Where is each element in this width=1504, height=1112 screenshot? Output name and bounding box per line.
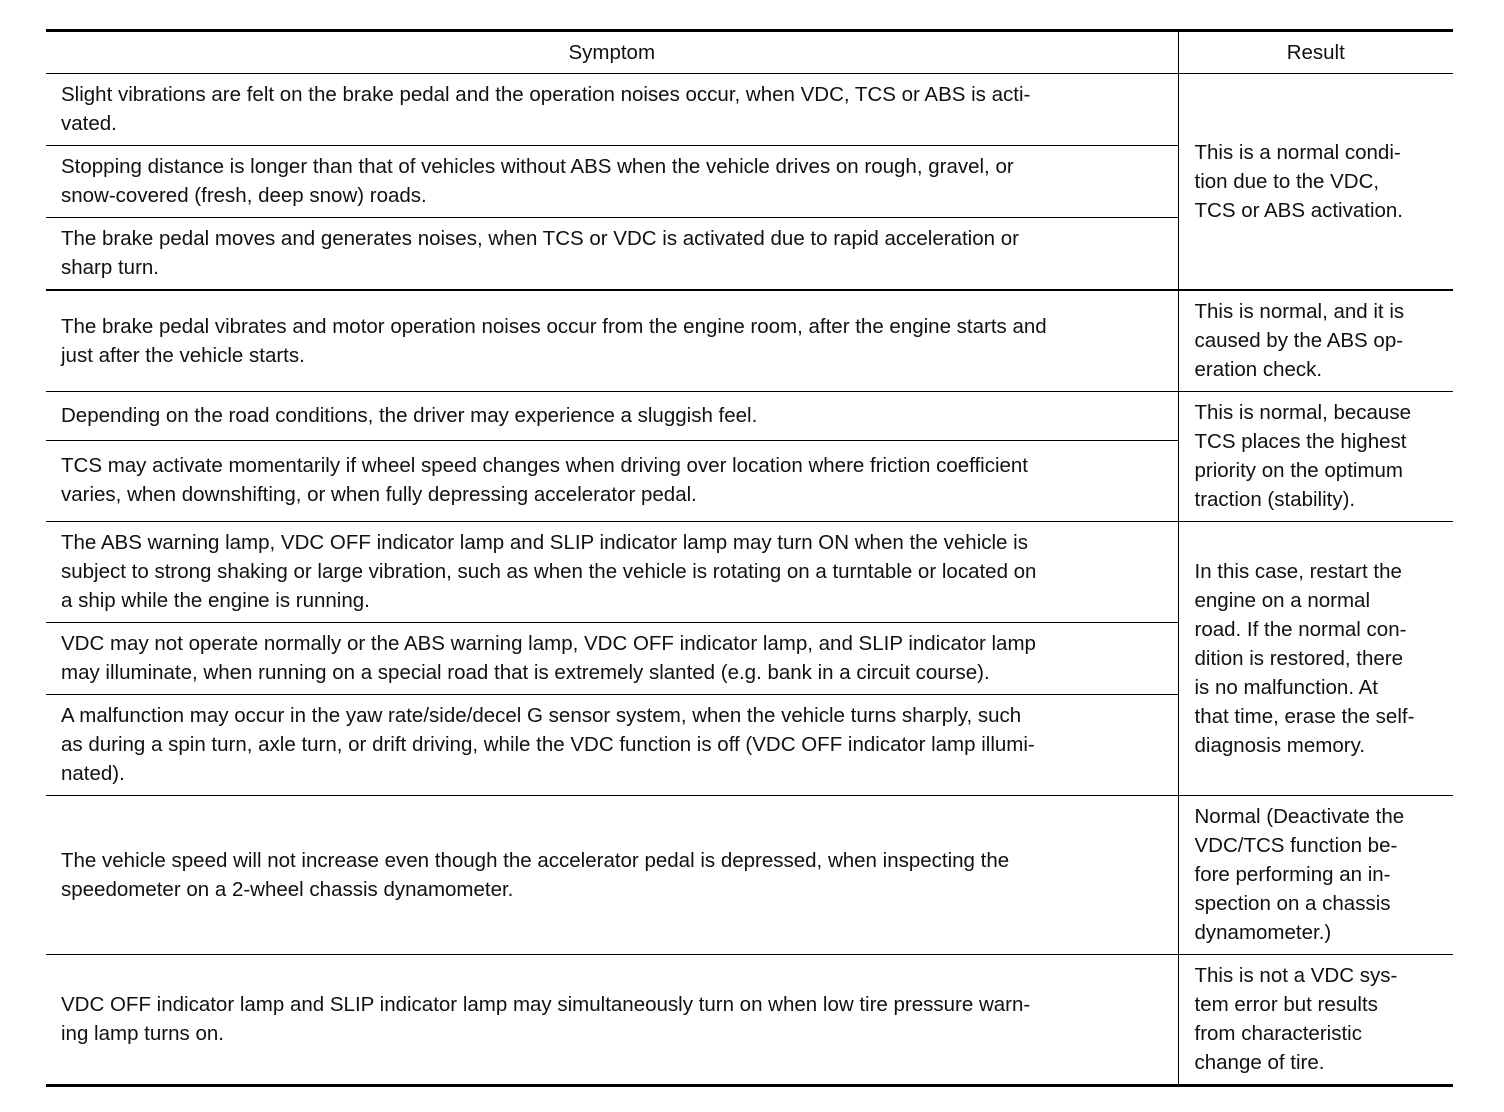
- result-cell: This is normal, and it is caused by the ABS op- eration check.: [1178, 290, 1453, 392]
- result-cell: In this case, restart the engine on a normal road. If the normal con- dition is restored, there is no malfunction. At that time, erase the self- diagnosis memory.: [1178, 522, 1453, 796]
- symptom-cell: TCS may activate momentarily if wheel speed changes when driving over location where friction coefficient varies, when downshifting, or when fully depressing accelerator pedal.: [46, 440, 1178, 521]
- symptom-cell: VDC OFF indicator lamp and SLIP indicator lamp may simultaneously turn on when low tire pressure warn- ing lamp turns on.: [46, 955, 1178, 1086]
- symptom-cell: The vehicle speed will not increase even though the accelerator pedal is depressed, when inspecting the speedometer on a 2-wheel chassis dynamometer.: [46, 796, 1178, 955]
- result-cell: This is a normal condi- tion due to the VDC, TCS or ABS activation.: [1178, 74, 1453, 291]
- symptom-cell: Slight vibrations are felt on the brake pedal and the operation noises occur, when VDC, TCS or ABS is acti- vated.: [46, 74, 1178, 146]
- table-row: [46, 74, 1453, 146]
- table-row: [46, 290, 1453, 392]
- symptom-cell: The ABS warning lamp, VDC OFF indicator lamp and SLIP indicator lamp may turn ON when the vehicle is subject to strong shaking or large vibration, such as when the vehicle is rotating on a turntable or located on a ship while the engine is running.: [46, 522, 1178, 623]
- symptom-cell: Depending on the road conditions, the driver may experience a sluggish feel.: [46, 392, 1178, 441]
- result-cell: Normal (Deactivate the VDC/TCS function be- fore performing an in- spection on a chassis dynamometer.): [1178, 796, 1453, 955]
- table-row: [46, 955, 1453, 1086]
- symptom-result-table: [46, 29, 1453, 1087]
- symptom-cell: VDC may not operate normally or the ABS warning lamp, VDC OFF indicator lamp, and SLIP indicator lamp may illuminate, when running on a special road that is extremely slanted (e.g. bank in a circuit course).: [46, 623, 1178, 695]
- symptom-cell: The brake pedal vibrates and motor operation noises occur from the engine room, after the engine starts and just after the vehicle starts.: [46, 290, 1178, 392]
- table-header-row: [46, 31, 1453, 74]
- symptom-cell: Stopping distance is longer than that of vehicles without ABS when the vehicle drives on rough, gravel, or snow-covered (fresh, deep snow) roads.: [46, 146, 1178, 218]
- symptom-cell: The brake pedal moves and generates noises, when TCS or VDC is activated due to rapid acceleration or sharp turn.: [46, 218, 1178, 291]
- result-cell: This is normal, because TCS places the highest priority on the optimum traction (stability).: [1178, 392, 1453, 522]
- symptom-column-header: Symptom: [46, 31, 1178, 74]
- table-row: [46, 522, 1453, 623]
- result-cell: This is not a VDC sys- tem error but results from characteristic change of tire.: [1178, 955, 1453, 1086]
- result-column-header: Result: [1178, 31, 1453, 74]
- table-row: [46, 392, 1453, 441]
- symptom-cell: A malfunction may occur in the yaw rate/side/decel G sensor system, when the vehicle turns sharply, such as during a spin turn, axle turn, or drift driving, while the VDC function is off (VDC OFF indicator lamp illumi- nated).: [46, 695, 1178, 796]
- table-row: [46, 796, 1453, 955]
